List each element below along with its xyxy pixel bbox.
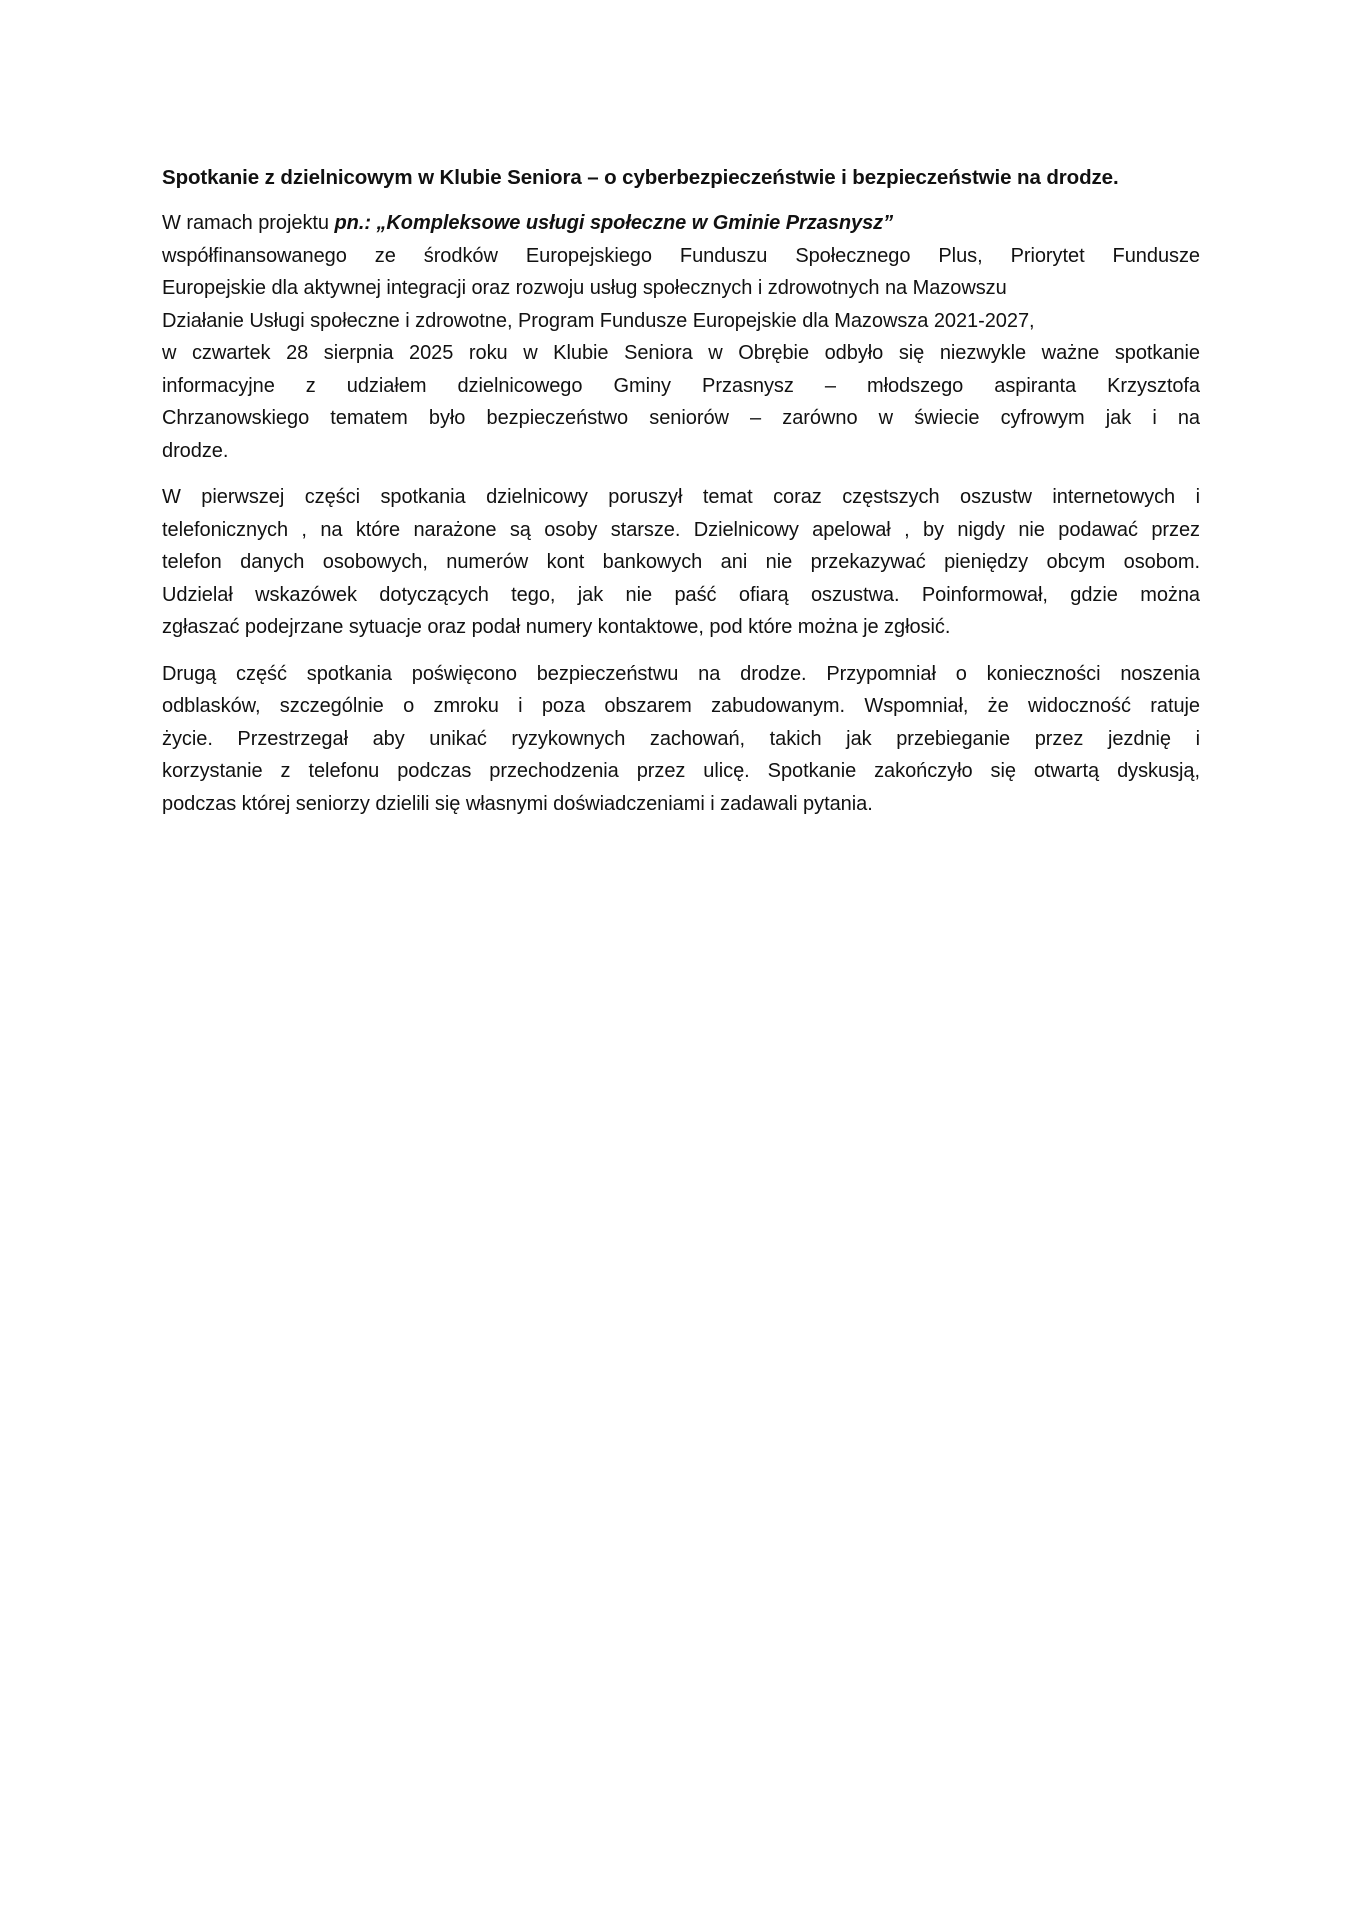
- paragraph-line: zgłaszać podejrzane sytuacje oraz podał numery kontaktowe, pod które można je zgłosić.: [162, 616, 951, 638]
- paragraph-line: w czwartek 28 sierpnia 2025 roku w Klubie Seniora w Obrębie odbyło się niezwykle ważne spotkanie: [162, 342, 1200, 364]
- paragraph-line: Europejskie dla aktywnej integracji oraz rozwoju usług społecznych i zdrowotnych na Mazowszu: [162, 277, 1007, 299]
- document-title: Spotkanie z dzielnicowym w Klubie Seniora – o cyberbezpieczeństwie i bezpieczeństwie na drodze.: [162, 166, 1119, 189]
- paragraph-line: korzystanie z telefonu podczas przechodzenia przez ulicę. Spotkanie zakończyło się otwartą dyskusją,: [162, 760, 1200, 782]
- paragraph-line: odblasków, szczególnie o zmroku i poza obszarem zabudowanym. Wspomniał, że widoczność ratuje: [162, 695, 1200, 717]
- paragraph-line: telefon danych osobowych, numerów kont bankowych ani nie przekazywać pieniędzy obcym osobom.: [162, 551, 1200, 573]
- paragraph-line: Udzielał wskazówek dotyczących tego, jak nie paść ofiarą oszustwa. Poinformował, gdzie można: [162, 583, 1200, 606]
- paragraph-line: podczas której seniorzy dzielili się własnymi doświadczeniami i zadawali pytania.: [162, 792, 873, 815]
- paragraph-line: telefonicznych , na które narażone są osoby starsze. Dzielnicowy apelował , by nigdy nie podawać przez: [162, 518, 1200, 541]
- paragraph-project-info: [162, 207, 1200, 467]
- paragraph-line: [162, 207, 1200, 240]
- paragraph-line: drodze.: [162, 439, 229, 462]
- paragraph-line: Działanie Usługi społeczne i zdrowotne, Program Fundusze Europejskie dla Mazowsza 2021-2027,: [162, 309, 1035, 332]
- project-name: pn.: „Kompleksowe usługi społeczne w Gminie Przasnysz”: [334, 212, 894, 234]
- paragraph-line: życie. Przestrzegał aby unikać ryzykownych zachowań, takich jak przebieganie przez jezdnię i: [162, 727, 1200, 750]
- project-intro-text: W ramach projektu: [162, 212, 335, 234]
- paragraph-road-safety: [162, 658, 1200, 821]
- paragraph-line: Chrzanowskiego tematem było bezpieczeństwo seniorów – zarówno w świecie cyfrowym jak i na: [162, 407, 1200, 429]
- paragraph-line: W pierwszej części spotkania dzielnicowy poruszył temat coraz częstszych oszustw internetowych i: [162, 486, 1200, 508]
- paragraph-line: współfinansowanego ze środków Europejskiego Funduszu Społecznego Plus, Priorytet Fundusze: [162, 244, 1200, 267]
- paragraph-line: Drugą część spotkania poświęcono bezpieczeństwu na drodze. Przypomniał o konieczności noszenia: [162, 662, 1200, 685]
- paragraph-line: informacyjne z udziałem dzielnicowego Gminy Przasnysz – młodszego aspiranta Krzysztofa: [162, 374, 1200, 397]
- document-body: [162, 163, 1200, 834]
- paragraph-cyber-safety: [162, 481, 1200, 644]
